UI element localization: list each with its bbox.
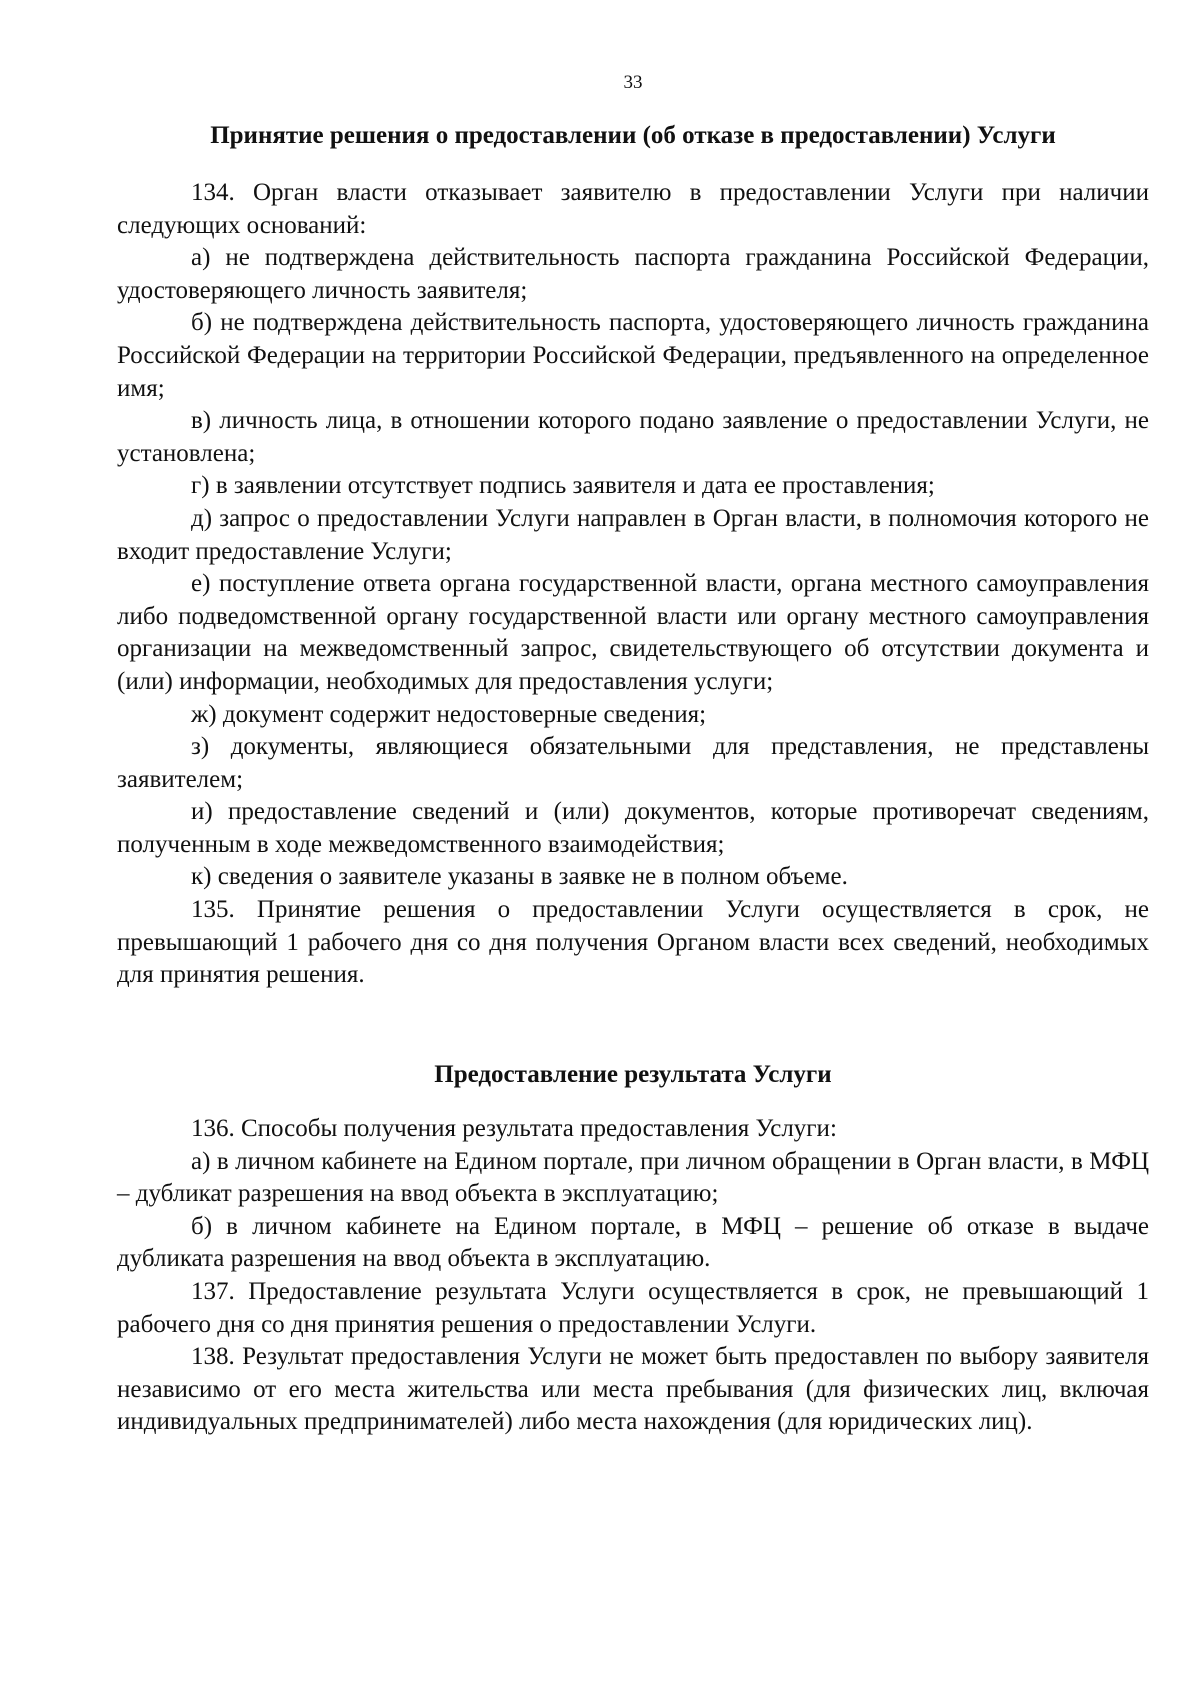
paragraph-137: 137. Предоставление результата Услуги осуществляется в срок, не превышающий 1 рабочего дня со дня принятия решения о предоставлении Услуги. (117, 1277, 1149, 1338)
section-heading-result: Предоставление результата Услуги (434, 1061, 832, 1088)
paragraph-134-v: в) личность лица, в отношении которого подано заявление о предоставлении Услуги, не установлена; (117, 407, 1149, 467)
paragraph-134-z: з) документы, являющиеся обязательными для представления, не представлены заявителем; (117, 733, 1149, 793)
paragraph-134: 134. Орган власти отказывает заявителю в предоставлении Услуги при наличии следующих оснований: (117, 179, 1149, 239)
paragraph-134-g: г) в заявлении отсутствует подпись заявителя и дата ее проставления; (191, 472, 935, 500)
page-number: 33 (623, 72, 643, 93)
paragraph-138: 138. Результат предоставления Услуги не может быть предоставлен по выбору заявителя независимо от его места жительства или места пребывания (для физических лиц, включая индивидуальных предпринимателей) либо места нахождения (для юридических лиц). (117, 1343, 1149, 1436)
paragraph-136-b: б) в личном кабинете на Едином портале, в МФЦ – решение об отказе в выдаче дубликата разрешения на ввод объекта в эксплуатацию. (117, 1212, 1149, 1273)
paragraph-134-k: к) сведения о заявителе указаны в заявке не в полном объеме. (191, 863, 848, 891)
paragraph-136-a: а) в личном кабинете на Едином портале, при личном обращении в Орган власти, в МФЦ – дубликат разрешения на ввод объекта в эксплуатацию; (117, 1147, 1149, 1208)
paragraph-136: 136. Способы получения результата предоставления Услуги: (191, 1115, 837, 1142)
section-decision-body (117, 177, 1149, 992)
paragraph-134-i: и) предоставление сведений и (или) документов, которые противоречат сведениям, полученным в ходе межведомственного взаимодействия; (117, 798, 1149, 858)
paragraph-134-a: а) не подтверждена действительность паспорта гражданина Российской Федерации, удостоверяющего личность заявителя; (117, 244, 1149, 304)
paragraph-134-d: д) запрос о предоставлении Услуги направлен в Орган власти, в полномочия которого не входит предоставление Услуги; (117, 504, 1149, 565)
section-heading-decision: Принятие решения о предоставлении (об отказе в предоставлении) Услуги (210, 122, 1056, 149)
paragraph-134-b: б) не подтверждена действительность паспорта, удостоверяющего личность гражданина Российской Федерации на территории Российской Федерации, предъявленного на определенное имя; (117, 309, 1149, 402)
paragraph-135: 135. Принятие решения о предоставлении Услуги осуществляется в срок, не превышающий 1 рабочего дня со дня получения Органом власти всех сведений, необходимых для принятия решения. (117, 896, 1149, 989)
paragraph-134-e: е) поступление ответа органа государственной власти, органа местного самоуправления либо подведомственной органу государственной власти или органу местного самоуправления организации на межведомственный запрос, свидетельствующего об отсутствии документа и (или) информации, необходимых для предоставления услуги; (117, 570, 1149, 695)
section-result-body (117, 1113, 1149, 1439)
paragraph-134-zh: ж) документ содержит недостоверные сведения; (191, 700, 707, 728)
